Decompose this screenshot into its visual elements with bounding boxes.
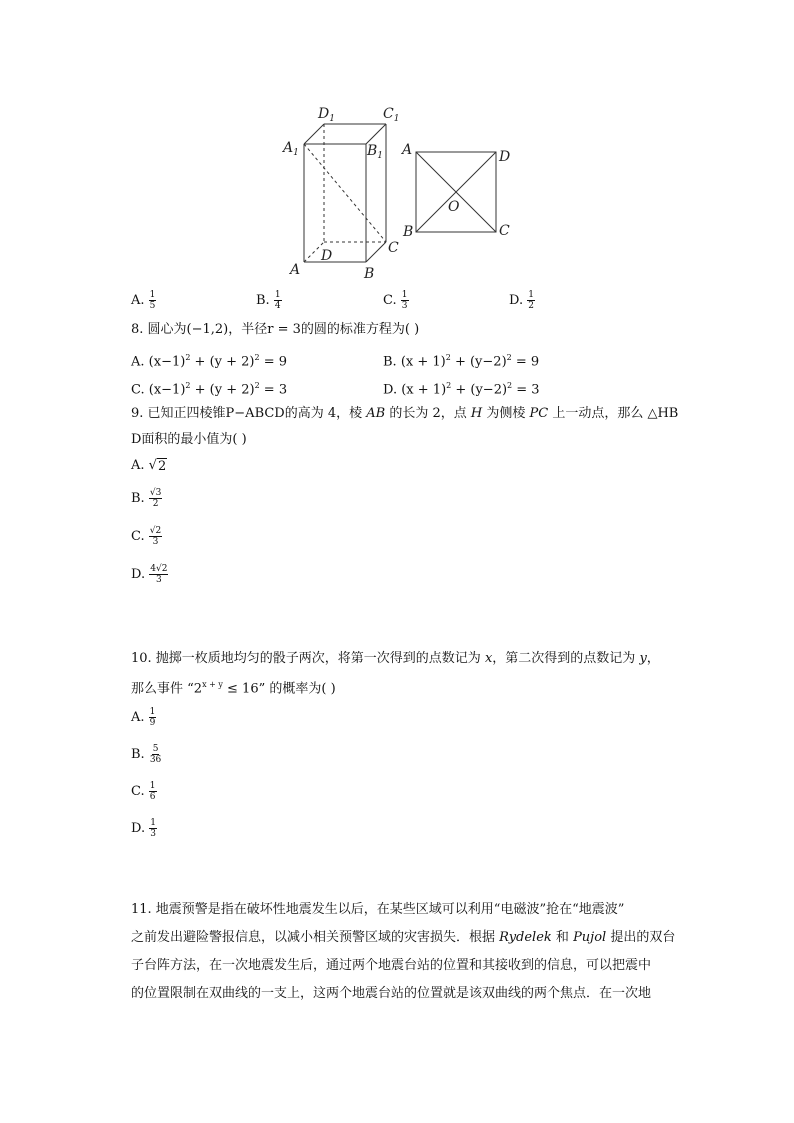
label-B1: $B_1$ bbox=[367, 143, 384, 161]
q8-option-b: B. $(x + 1)^2 + (y-2)^2 = 9$ bbox=[383, 353, 540, 370]
q10-stem-line1: 10. 抛掷一枚质地均匀的骰子两次，将第一次得到的点数记为 x，第二次得到的点数记为 y， bbox=[131, 651, 660, 666]
q10-stem-line2: 那么事件 “$2^{x + y} \le 16$” 的概率为( ) bbox=[131, 680, 336, 697]
q9-option-b: B. $\frac{√3}{2}$ bbox=[131, 488, 162, 509]
q9-option-d: D. $\frac{4√2}{3}$ bbox=[131, 564, 168, 585]
q11-line2: 之前发出避险警报信息，以减小相关预警区域的灾害损失．根据 Rydelek 和 Pujol 提出的双台 bbox=[131, 930, 676, 945]
q8-option-d: D. $(x + 1)^2 + (y-2)^2 = 3$ bbox=[383, 381, 540, 398]
label-D1: $D_1$ bbox=[318, 106, 335, 124]
label-C: C bbox=[499, 223, 510, 239]
square-figure bbox=[398, 138, 523, 243]
q11-line1: 11. 地震预警是指在破坏性地震发生以后，在某些区域可以利用“电磁波”抢在“地震波” bbox=[131, 902, 625, 917]
label-A: A bbox=[402, 142, 413, 158]
q11-line4: 的位置限制在双曲线的一支上，这两个地震台站的位置就是该双曲线的两个焦点．在一次地 bbox=[131, 986, 652, 1001]
q10-option-d: D. $\frac{1}{3}$ bbox=[131, 818, 156, 839]
q8-stem: 8. 圆心为(−1,2)，半径r = 3的圆的标准方程为( ) bbox=[131, 322, 420, 337]
q7-option-d: D. $\frac{1}{2}$ bbox=[509, 290, 534, 311]
label-B: B bbox=[364, 266, 375, 282]
q9-option-a: A. √ 2 bbox=[131, 458, 167, 474]
label-A: A bbox=[290, 262, 301, 278]
label-C1: $C_1$ bbox=[383, 106, 400, 124]
q10-option-c: C. $\frac{1}{6}$ bbox=[131, 781, 156, 802]
label-C: C bbox=[388, 240, 399, 256]
label-D: D bbox=[321, 248, 333, 264]
label-O: O bbox=[448, 199, 460, 215]
q11-line3: 子台阵方法，在一次地震发生后，通过两个地震台站的位置和其接收到的信息，可以把震中 bbox=[131, 958, 652, 973]
q7-option-a: A. $\frac{1}{5}$ bbox=[131, 290, 156, 311]
q10-option-b: B. $\frac{5}{36}$ bbox=[131, 744, 162, 765]
q7-option-c: C. $\frac{1}{3}$ bbox=[383, 290, 408, 311]
q8-option-a: A. $(x-1)^2 + (y + 2)^2 = 9$ bbox=[131, 353, 288, 370]
label-D: D bbox=[499, 149, 511, 165]
label-A1: $A_1$ bbox=[283, 140, 299, 158]
q9-option-c: C. $\frac{√2}{3}$ bbox=[131, 526, 162, 547]
label-B: B bbox=[403, 224, 414, 240]
q9-stem-line1: 9. 已知正四棱锥P−ABCD的高为 4，棱 AB 的长为 2，点 H 为侧棱 PC 上一动点，那么 △HB bbox=[131, 406, 679, 421]
q8-option-c: C. $(x-1)^2 + (y + 2)^2 = 3$ bbox=[131, 381, 288, 398]
q10-option-a: A. $\frac{1}{9}$ bbox=[131, 707, 156, 728]
q7-option-b: B. $\frac{1}{4}$ bbox=[256, 290, 281, 311]
prism-figure bbox=[280, 100, 405, 285]
q9-stem-line2: D面积的最小值为( ) bbox=[131, 432, 247, 447]
